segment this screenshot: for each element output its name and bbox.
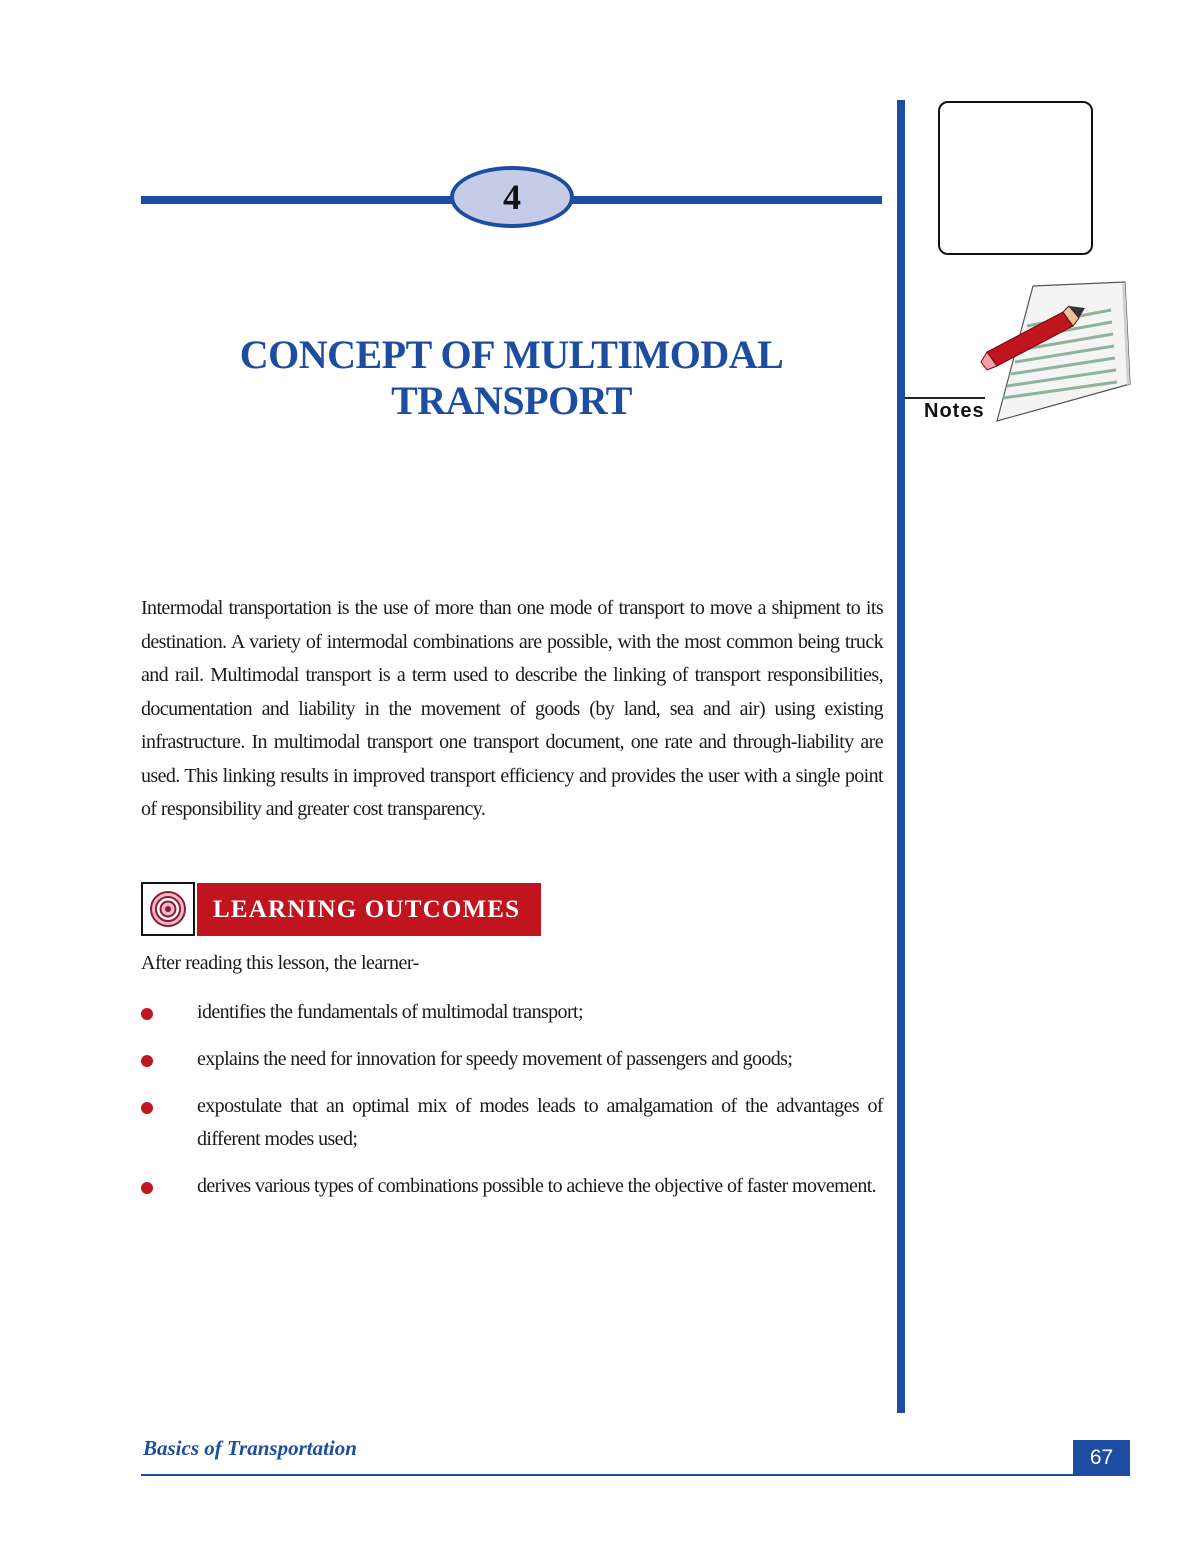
target-icon bbox=[143, 884, 193, 934]
notes-underline bbox=[905, 397, 985, 399]
notes-label: Notes bbox=[924, 400, 985, 422]
chapter-number: 4 bbox=[503, 177, 521, 217]
chapter-title-line-2: TRANSPORT bbox=[391, 378, 632, 423]
learning-outcomes-heading: LEARNING OUTCOMES bbox=[197, 883, 541, 936]
intro-paragraph: Intermodal transportation is the use of more than one mode of transport to move a shipment to its destination. A variety of intermodal combinations are possible, with the most common being truck and rail. Multimodal transport is a term used to describe the linking of transport responsibilities, documentation and liability in the movement of goods (by land, sea and air) using existing infrastructure. In multimodal transport one transport document, one rate and through-liability are used. This linking results in improved transport efficiency and provides the user with a single point of responsibility and greater cost transparency. bbox=[141, 597, 883, 820]
red-dot-bullet bbox=[141, 1102, 153, 1114]
red-dot-bullet bbox=[141, 1055, 153, 1067]
chapter-rule-left bbox=[141, 196, 453, 204]
outcome-text: identifies the fundamentals of multimodal transport; bbox=[197, 1001, 583, 1023]
list-item bbox=[141, 1090, 883, 1156]
outcome-text: derives various types of combinations possible to achieve the objective of faster movement. bbox=[197, 1175, 877, 1197]
notes-box bbox=[938, 101, 1093, 255]
learning-outcomes-icon-box bbox=[141, 882, 195, 936]
footer-book-title: Basics of Transportation bbox=[143, 1436, 357, 1460]
red-dot-bullet bbox=[141, 1182, 153, 1194]
list-item bbox=[141, 996, 883, 1029]
learning-outcomes-list bbox=[141, 996, 883, 1217]
red-dot-bullet bbox=[141, 1008, 153, 1020]
page-number: 67 bbox=[1073, 1440, 1130, 1476]
chapter-title-line-1: CONCEPT OF MULTIMODAL bbox=[239, 332, 784, 377]
notepad-pencil-icon bbox=[975, 278, 1135, 428]
list-item bbox=[141, 1170, 883, 1203]
outcome-text: explains the need for innovation for speedy movement of passengers and goods; bbox=[197, 1048, 793, 1070]
list-item bbox=[141, 1043, 883, 1076]
footer-rule bbox=[141, 1474, 1130, 1476]
chapter-title bbox=[141, 332, 882, 424]
learning-outcomes-lead-in: After reading this lesson, the learner- bbox=[141, 952, 419, 974]
margin-divider bbox=[897, 100, 905, 1413]
outcome-text: expostulate that an optimal mix of modes leads to amalgamation of the advantages of different modes used; bbox=[197, 1095, 883, 1150]
chapter-number-badge bbox=[450, 166, 574, 228]
chapter-rule-right bbox=[570, 196, 882, 204]
